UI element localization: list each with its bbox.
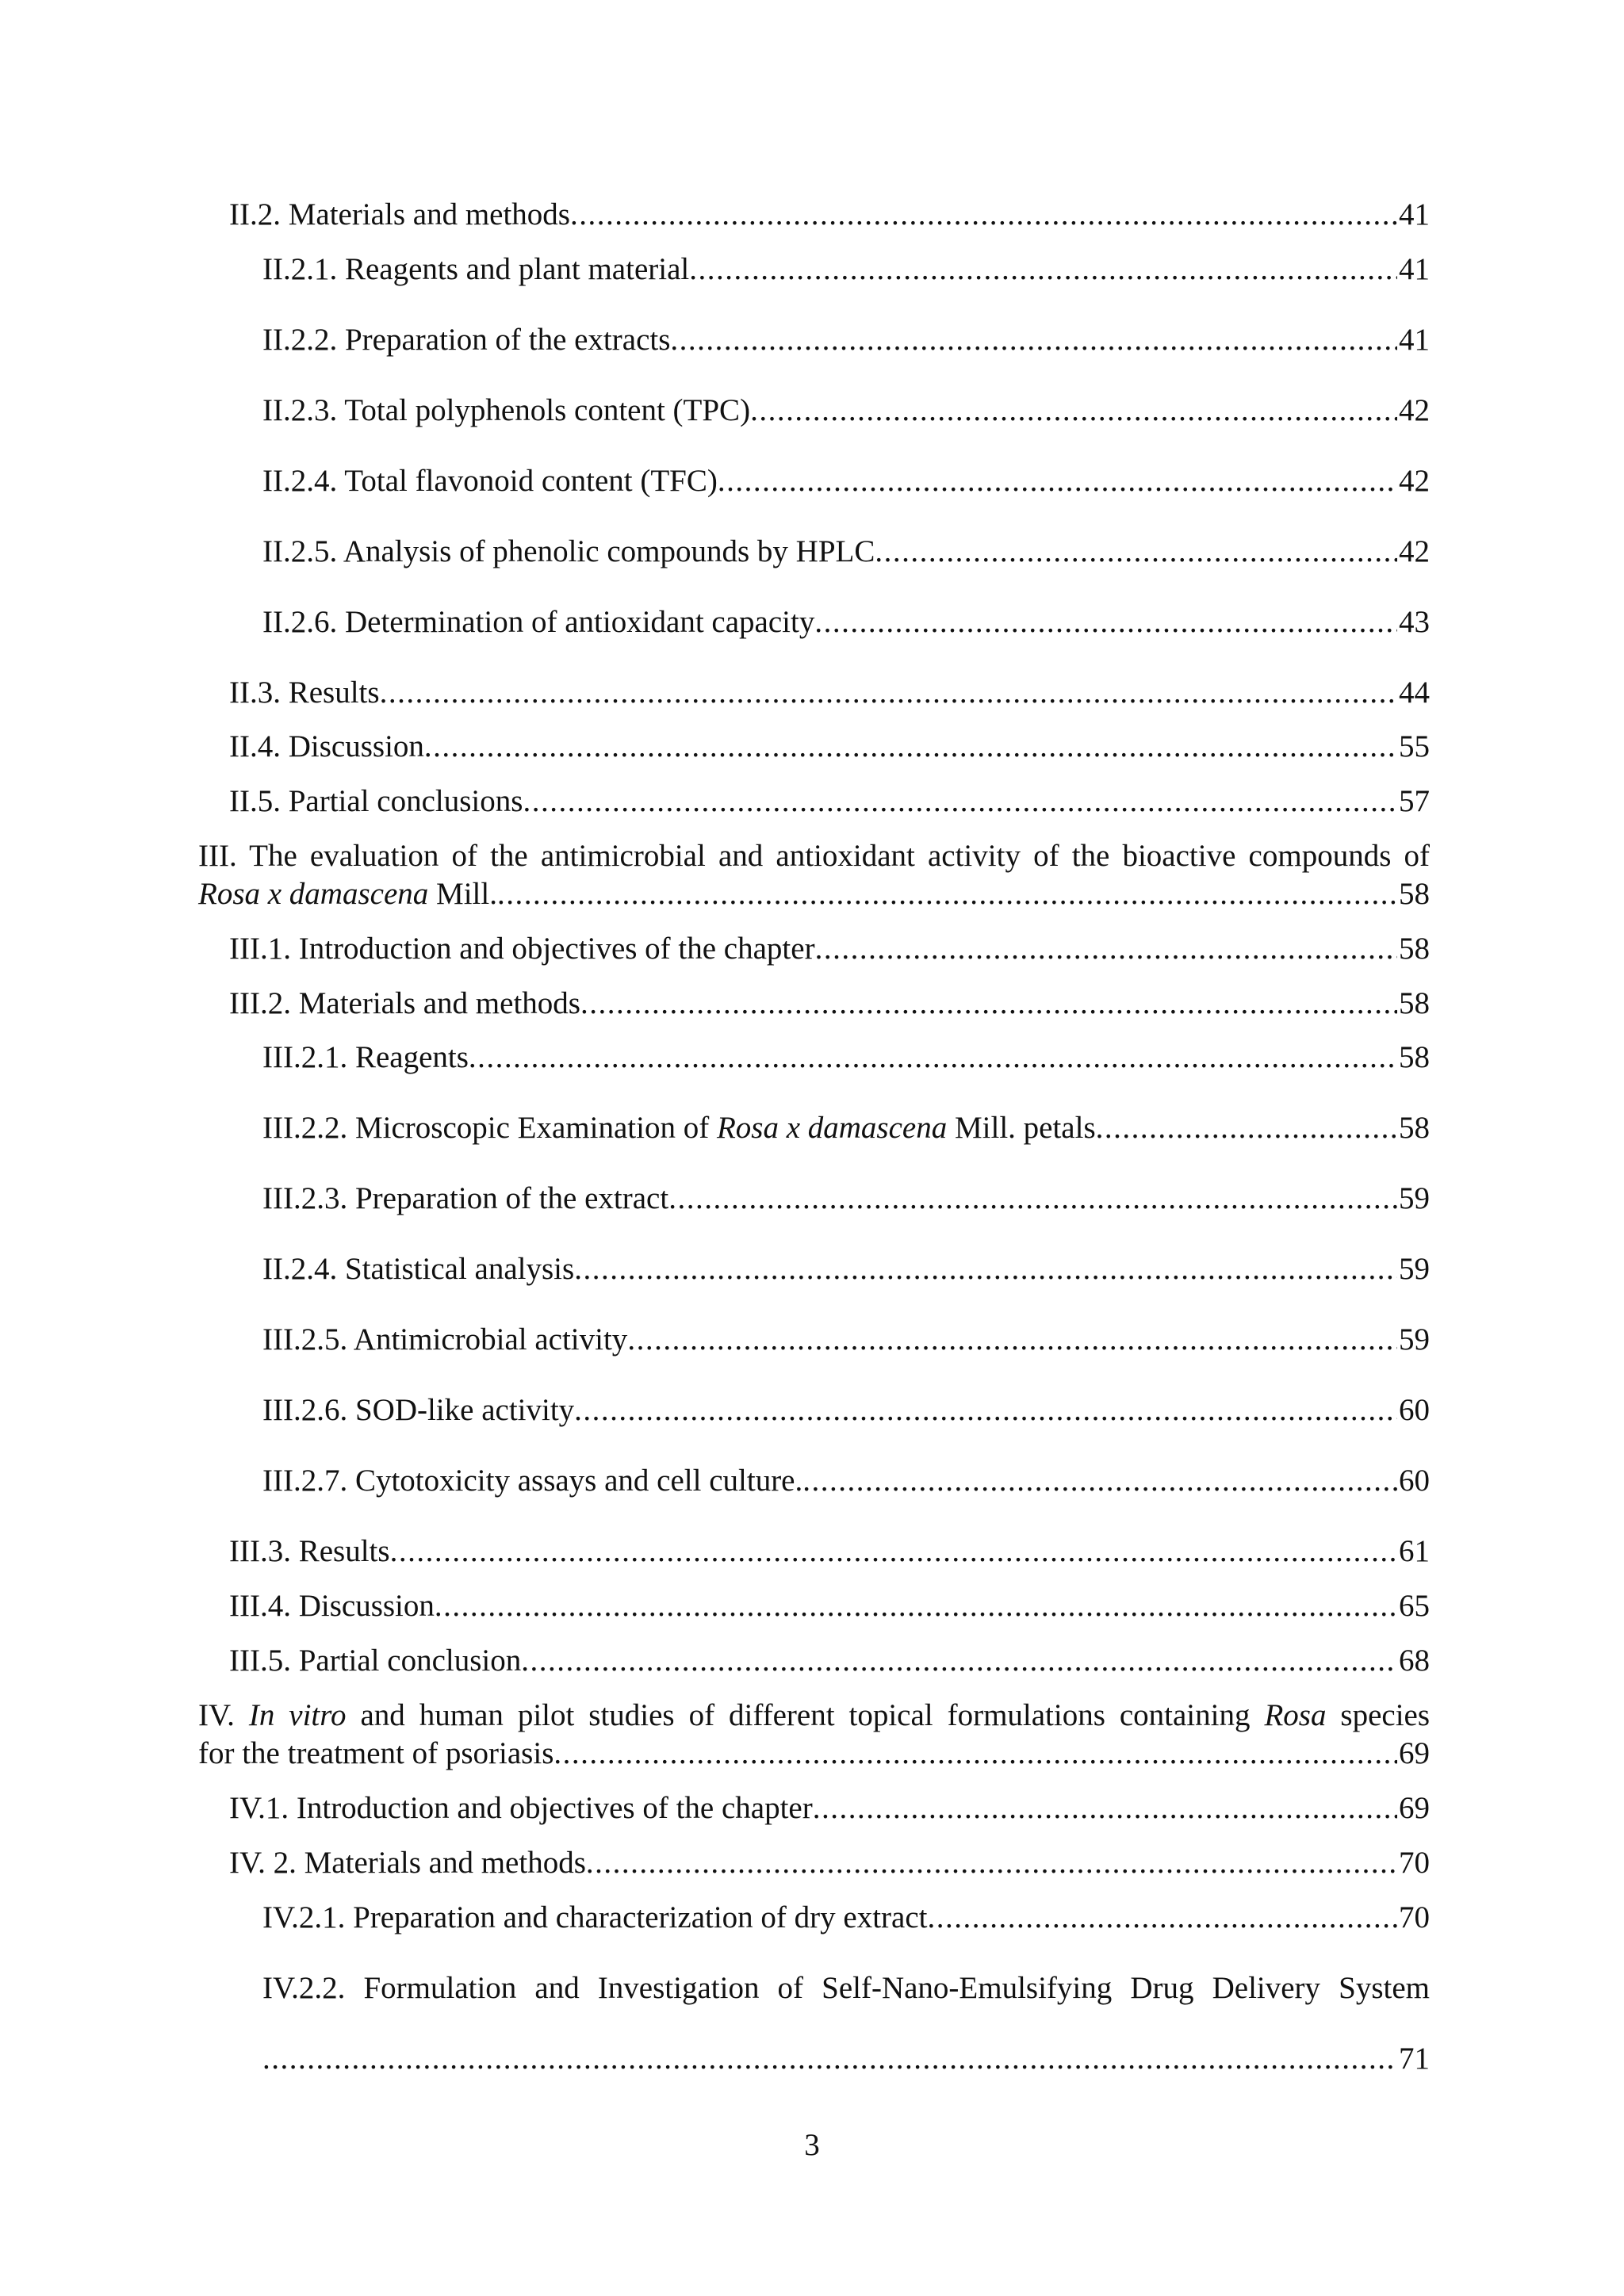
dot-leader	[718, 462, 1397, 500]
toc-entry-label: III.2.5. Antimicrobial activity	[262, 1322, 628, 1357]
toc-entry[interactable]	[262, 1969, 1430, 2078]
toc-entry-label: III.2.6. SOD-like activity	[262, 1393, 575, 1427]
toc-entry-label: III.2.3. Preparation of the extract	[262, 1181, 669, 1215]
toc-entry[interactable]	[229, 1587, 1430, 1625]
toc-entry-label: II.2. Materials and methods	[229, 197, 570, 232]
toc-entry[interactable]	[229, 783, 1430, 821]
dot-leader	[813, 1789, 1397, 1827]
toc-entry[interactable]	[262, 462, 1430, 500]
toc-entry-label: II.2.6. Determination of antioxidant capacity	[262, 605, 815, 639]
dot-leader	[814, 603, 1397, 641]
toc-page-number: 60	[1399, 1464, 1430, 1498]
toc-page-number: 55	[1399, 729, 1430, 763]
toc-entry[interactable]	[229, 1789, 1430, 1827]
toc-page-number: 58	[1399, 1040, 1430, 1074]
toc-entry[interactable]	[262, 1039, 1430, 1077]
dot-leader	[668, 1180, 1397, 1218]
toc-page-number: 70	[1399, 1900, 1430, 1934]
toc-entry-label: IV. In vitro and human pilot studies of different topical formulations containing Rosa species	[198, 1698, 1431, 1732]
dot-leader	[570, 196, 1397, 234]
dot-leader	[390, 1533, 1397, 1571]
dot-leader	[875, 533, 1397, 571]
dot-leader	[523, 783, 1397, 821]
toc-entry-label: III.1. Introduction and objectives of the chapter	[229, 932, 815, 966]
toc-page-number: 70	[1399, 1846, 1430, 1880]
species-name: Rosa x damascena	[198, 877, 429, 911]
toc-entry-label-continued: Rosa x damascena Mill.	[198, 877, 497, 911]
toc-entry[interactable]	[229, 985, 1430, 1023]
toc-entry[interactable]	[262, 1250, 1430, 1288]
dot-leader	[1096, 1109, 1397, 1147]
dot-leader	[815, 930, 1397, 968]
toc-entry[interactable]	[262, 321, 1430, 359]
toc-entry-label: IV. 2. Materials and methods	[229, 1846, 586, 1880]
dot-leader	[424, 728, 1397, 766]
toc-page-number: 58	[1399, 986, 1430, 1020]
dot-leader	[670, 321, 1397, 359]
dot-leader	[750, 392, 1397, 430]
toc-page-number: 60	[1399, 1393, 1430, 1427]
toc-entry[interactable]	[229, 1844, 1430, 1882]
toc-page-number: 59	[1399, 1181, 1430, 1215]
toc-entry-label: III.2.7. Cytotoxicity assays and cell culture.	[262, 1464, 803, 1498]
toc-entry-label: II.2.4. Total flavonoid content (TFC)	[262, 464, 718, 498]
dot-leader	[689, 251, 1397, 289]
toc-entry[interactable]	[262, 1180, 1430, 1218]
toc-entry-label: II.2.2. Preparation of the extracts	[262, 323, 671, 357]
dot-leader	[497, 875, 1397, 913]
toc-entry-label: II.2.5. Analysis of phenolic compounds by HPLC	[262, 534, 875, 568]
toc-page-number: 68	[1399, 1644, 1430, 1678]
toc-entry-label: II.5. Partial conclusions	[229, 784, 523, 818]
toc-entry-label: II.3. Results	[229, 675, 380, 710]
toc-page-number: 61	[1399, 1534, 1430, 1568]
toc-page-number: 59	[1399, 1252, 1430, 1286]
dot-leader	[435, 1587, 1397, 1625]
toc-page-number: 57	[1399, 784, 1430, 818]
toc-entry[interactable]	[262, 1899, 1430, 1937]
toc-page-number: 69	[1399, 1736, 1430, 1770]
toc-entry-label: II.4. Discussion	[229, 729, 424, 763]
toc-page-number: 58	[1399, 877, 1430, 911]
toc-entry[interactable]	[262, 251, 1430, 289]
toc-page-number: 42	[1399, 534, 1430, 568]
toc-page-number: 58	[1399, 932, 1430, 966]
dot-leader	[553, 1735, 1397, 1773]
toc-page-number: 65	[1399, 1589, 1430, 1623]
dot-leader	[380, 674, 1397, 712]
toc-page-number: 44	[1399, 675, 1430, 710]
toc-entry-chapter[interactable]	[198, 837, 1430, 913]
toc-entry[interactable]	[262, 533, 1430, 571]
toc-page-number: 59	[1399, 1322, 1430, 1357]
dot-leader	[580, 985, 1397, 1023]
species-name: Rosa x damascena	[716, 1111, 948, 1145]
toc-page-number: 42	[1399, 464, 1430, 498]
toc-entry-label: IV.2.2. Formulation and Investigation of Self-Nano-Emulsifying Drug Delivery System	[262, 1971, 1430, 2005]
toc-entry-label: III.2. Materials and methods	[229, 986, 580, 1020]
toc-page-number: 41	[1399, 197, 1430, 232]
dot-leader	[627, 1321, 1397, 1359]
dot-leader	[262, 2040, 1397, 2078]
toc-entry-label: II.2.4. Statistical analysis	[262, 1252, 575, 1286]
dot-leader	[802, 1462, 1397, 1500]
toc-entry-label: III.3. Results	[229, 1534, 390, 1568]
toc-entry[interactable]	[262, 603, 1430, 641]
toc-entry-label: II.2.3. Total polyphenols content (TPC)	[262, 393, 751, 427]
dot-leader	[521, 1642, 1397, 1680]
emphasis-text: In vitro	[248, 1698, 347, 1732]
dot-leader	[586, 1844, 1397, 1882]
dot-leader	[574, 1391, 1397, 1429]
toc-page-number: 69	[1399, 1791, 1430, 1825]
toc-entry[interactable]	[229, 728, 1430, 766]
toc-entry-label: IV.2.1. Preparation and characterization of dry extract	[262, 1900, 928, 1934]
toc-entry[interactable]	[262, 1109, 1430, 1147]
toc-entry-label: III.2.2. Microscopic Examination of Rosa x damascena Mill. petals	[262, 1111, 1096, 1145]
toc-entry-label: III.2.1. Reagents	[262, 1040, 469, 1074]
toc-entry-label: IV.1. Introduction and objectives of the chapter	[229, 1791, 813, 1825]
toc-entry-label: III. The evaluation of the antimicrobial and antioxidant activity of the bioactive compounds of	[198, 839, 1430, 873]
page-number: 3	[804, 2128, 820, 2162]
toc-entry[interactable]	[262, 1462, 1430, 1500]
toc-page-number: 58	[1399, 1111, 1430, 1145]
dot-leader	[574, 1250, 1397, 1288]
toc-entry[interactable]	[229, 1642, 1430, 1680]
genus-name: Rosa	[1264, 1698, 1327, 1732]
toc-entry-label: III.4. Discussion	[229, 1589, 435, 1623]
toc-entry-label-continued: for the treatment of psoriasis	[198, 1736, 554, 1770]
toc-entry[interactable]	[262, 1391, 1430, 1429]
toc-entry[interactable]	[229, 1533, 1430, 1571]
toc-page-number: 42	[1399, 393, 1430, 427]
dot-leader	[928, 1899, 1398, 1937]
toc-page-number: 41	[1399, 252, 1430, 286]
toc-entry[interactable]	[229, 930, 1430, 968]
toc-entry-label: III.5. Partial conclusion	[229, 1644, 522, 1678]
toc-entry-label: II.2.1. Reagents and plant material	[262, 252, 690, 286]
toc-page-number: 43	[1399, 605, 1430, 639]
toc-page-number: 71	[1399, 2042, 1430, 2076]
toc-entry-chapter[interactable]	[198, 1697, 1430, 1773]
toc-entry[interactable]	[229, 196, 1430, 234]
dot-leader	[469, 1039, 1397, 1077]
toc-entry[interactable]	[229, 674, 1430, 712]
toc-page-number: 41	[1399, 323, 1430, 357]
toc-entry[interactable]	[262, 1321, 1430, 1359]
toc-entry[interactable]	[262, 392, 1430, 430]
